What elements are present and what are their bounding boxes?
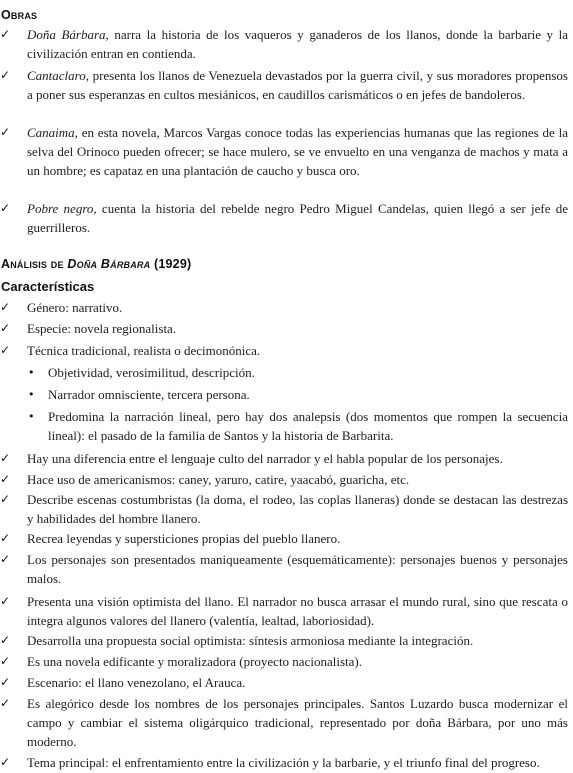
obra-description: , en esta novela, Marcos Vargas conoce todas las experiencias humanas que las regiones de la selva del Orinoco pueden ofrecer; se hace mulero, se ve envuelto en una venganza de machos y mata a un hombre; es capataz en una plantación de caucho y busca oro. (27, 125, 568, 179)
checkmark-icon: ✓ (0, 755, 11, 769)
bullet-icon: • (28, 388, 35, 401)
checkmark-icon: ✓ (0, 321, 11, 335)
checkmark-icon: ✓ (0, 27, 11, 41)
checkmark-icon: ✓ (0, 68, 11, 82)
obra-title: Pobre negro (27, 201, 94, 216)
checkmark-icon: ✓ (0, 492, 11, 506)
subheading-caracteristicas: Características (1, 279, 95, 294)
bullet-icon: • (28, 366, 35, 379)
checkmark-icon: ✓ (0, 633, 11, 647)
checkmark-icon: ✓ (0, 343, 11, 357)
obra-title: Cantaclaro (27, 68, 86, 83)
checkmark-icon: ✓ (0, 696, 11, 710)
obra-description: , narra la historia de los vaqueros y ganaderos de los llanos, donde la barbarie y la civilización entran en contienda. (27, 27, 569, 62)
obra-title: Canaima (27, 125, 75, 140)
checkmark-icon: ✓ (0, 594, 11, 608)
obra-description: , cuenta la historia del rebelde negro Pedro Miguel Candelas, quien llegó a ser jefe de guerrilleros. (27, 201, 568, 236)
checkmark-icon: ✓ (0, 125, 11, 139)
heading-work-title: Doña Bárbara (67, 257, 151, 271)
checkmark-icon: ✓ (0, 300, 11, 314)
section-heading-obras: Obras (1, 8, 38, 22)
checkmark-icon: ✓ (0, 675, 11, 689)
checkmark-icon: ✓ (0, 451, 11, 465)
checkmark-icon: ✓ (0, 472, 11, 486)
section-heading-analisis: Análisis de Doña Bárbara (1929) (1, 257, 192, 271)
obra-description: , presenta los llanos de Venezuela devastados por la guerra civil, y sus moradores propensos a poner sus esperanzas en cultos mesiánicos, en caudillos carismáticos o en jefes de bandoleros. (27, 68, 568, 103)
checkmark-icon: ✓ (0, 552, 11, 566)
checkmark-icon: ✓ (0, 201, 11, 215)
bullet-icon: • (28, 410, 35, 423)
obra-title: Doña Bárbara (27, 27, 106, 42)
checkmark-icon: ✓ (0, 654, 11, 668)
checkmark-icon: ✓ (0, 531, 11, 545)
